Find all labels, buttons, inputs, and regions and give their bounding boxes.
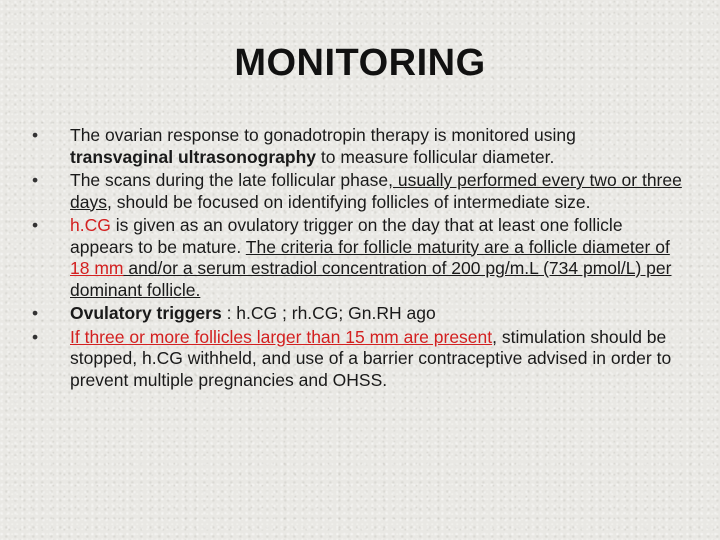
bullet-list: [32, 125, 682, 393]
bullet-underlined-text: The criteria for follicle maturity are a follicle diameter of: [245, 236, 670, 257]
bullet-item-stop-stimulation: [32, 327, 682, 392]
bullet-underlined-text: and/or a serum estradiol concentration of 200 pg/m.L (734 pmol/L) per dominant follicle.: [70, 258, 672, 300]
bullet-red-underlined-text: If three or more follicles larger than 15 mm are present: [70, 326, 493, 347]
bullet-bold-text: Ovulatory triggers: [70, 303, 222, 323]
bullet-item-ovulatory-triggers: [32, 303, 682, 325]
bullet-text: is given as an ovulatory trigger on the day that at least one follicle appears to be mature.: [70, 215, 623, 257]
bullet-item-monitoring: [32, 125, 682, 168]
bullet-underlined-text: , usually performed every two or three days,: [70, 170, 682, 212]
bullet-item-scans: [32, 170, 682, 213]
bullet-text: The ovarian response to gonadotropin therapy is monitored using: [70, 125, 576, 145]
bullet-red-text: h.CG: [70, 215, 111, 235]
bullet-text: : h.CG ; rh.CG; Gn.RH ago: [221, 303, 436, 323]
bullet-red-underlined-text: 18 mm: [70, 258, 124, 278]
bullet-text: to measure follicular diameter.: [316, 146, 555, 167]
bullet-text: should be focused on identifying follicles of intermediate size.: [111, 191, 591, 212]
bullet-bold-text: transvaginal ultrasonography: [70, 146, 317, 167]
bullet-text: , stimulation should be stopped, h.CG withheld, and use of a barrier contraceptive advised in order to prevent multiple pregnancies and OHSS.: [70, 326, 672, 390]
bullet-item-hcg-trigger: [32, 215, 682, 301]
slide-title: MONITORING: [234, 42, 486, 84]
bullet-text: The scans during the late follicular phase: [70, 170, 389, 190]
